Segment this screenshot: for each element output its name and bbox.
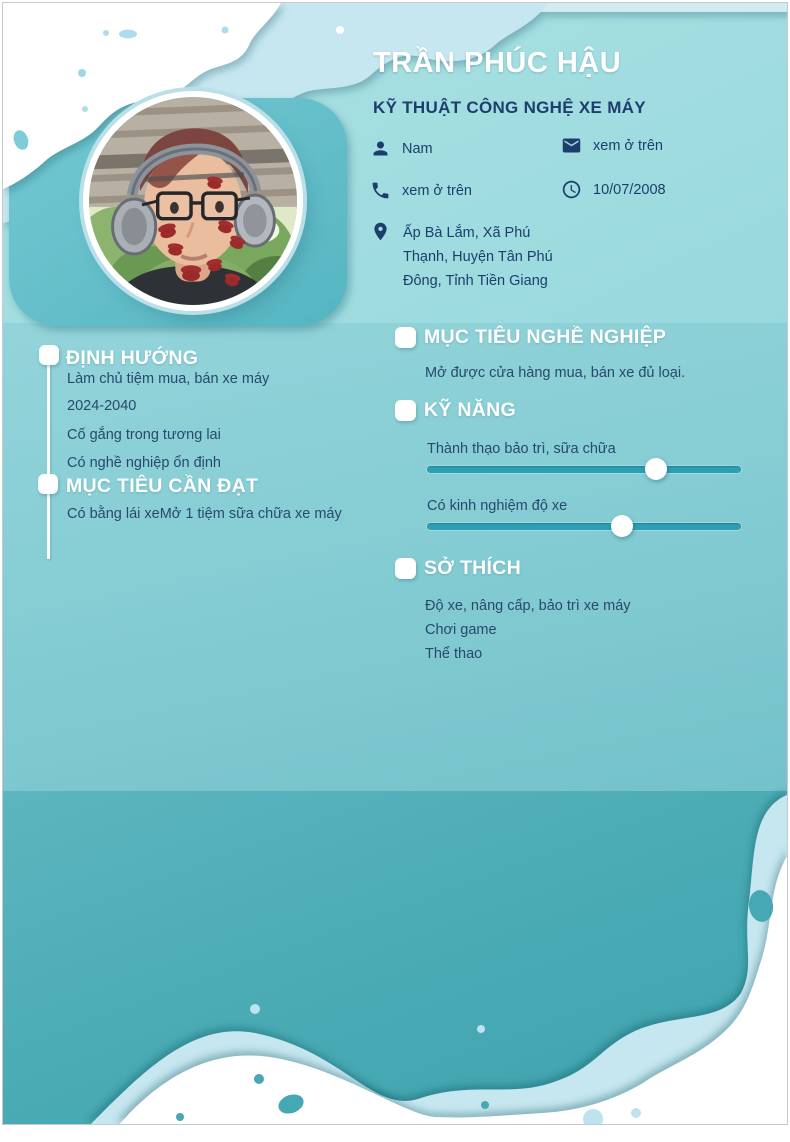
section-heading-hobbies: SỞ THÍCH [424,557,522,579]
section-heading-orientation: ĐỊNH HƯỚNG [66,347,199,369]
section-bullet [395,327,416,348]
slider-thumb[interactable] [645,458,667,480]
section-bullet [395,400,416,421]
section-bullet [38,474,58,494]
orientation-line: Làm chủ tiệm mua, bán xe máy [67,371,270,387]
hobby-item: Thể thao [425,646,483,662]
birthday-value: 10/07/2008 [593,181,666,198]
objective-text: Mở được cửa hàng mua, bán xe đủ loại. [425,365,686,381]
skill-slider[interactable] [427,515,741,537]
profile-photo [89,97,297,305]
timeline-line [47,356,50,559]
section-heading-skills: KỸ NĂNG [424,399,517,421]
slider-thumb[interactable] [611,515,633,537]
cv-page [2,2,788,1125]
slider-track[interactable] [427,466,741,473]
section-heading-objective: MỤC TIÊU NGHỀ NGHIỆP [424,326,667,348]
job-title: KỸ THUẬT CÔNG NGHỆ XE MÁY [373,98,646,117]
hobby-item: Chơi game [425,622,497,638]
email-value: xem ở trên [593,137,663,154]
orientation-line: Cố gắng trong tương lai [67,427,221,443]
orientation-line: Có nghề nghiệp ổn định [67,455,221,471]
contact-birthday [561,179,666,200]
section-bullet [395,558,416,579]
skill-label: Có kinh nghiệm độ xe [427,498,568,514]
map-pin-icon [370,221,391,293]
contact-email [561,135,663,156]
person-icon [370,138,391,159]
section-bullet [39,345,59,365]
envelope-icon [561,135,582,156]
bottom-wave-decoration [3,761,788,1125]
hobby-item: Độ xe, nâng cấp, bảo trì xe máy [425,598,631,614]
section-heading-goals: MỤC TIÊU CẦN ĐẠT [66,475,259,497]
contact-gender [370,138,433,159]
address-value: Ấp Bà Lắm, Xã Phú Thạnh, Huyện Tân Phú Đông, Tỉnh Tiền Giang [403,225,553,289]
skill-slider[interactable] [427,458,741,480]
skill-label: Thành thạo bảo trì, sữa chữa [427,441,616,457]
page-title: TRẦN PHÚC HẬU [373,47,622,79]
phone-value: xem ở trên [402,182,472,199]
phone-icon [370,180,391,201]
contact-phone [370,180,472,201]
slider-track[interactable] [427,523,741,530]
clock-icon [561,179,582,200]
contact-address [370,221,555,293]
gender-value: Nam [402,140,433,157]
goals-line: Có bằng lái xeMở 1 tiệm sữa chữa xe máy [67,506,342,522]
orientation-line: 2024-2040 [67,398,137,414]
